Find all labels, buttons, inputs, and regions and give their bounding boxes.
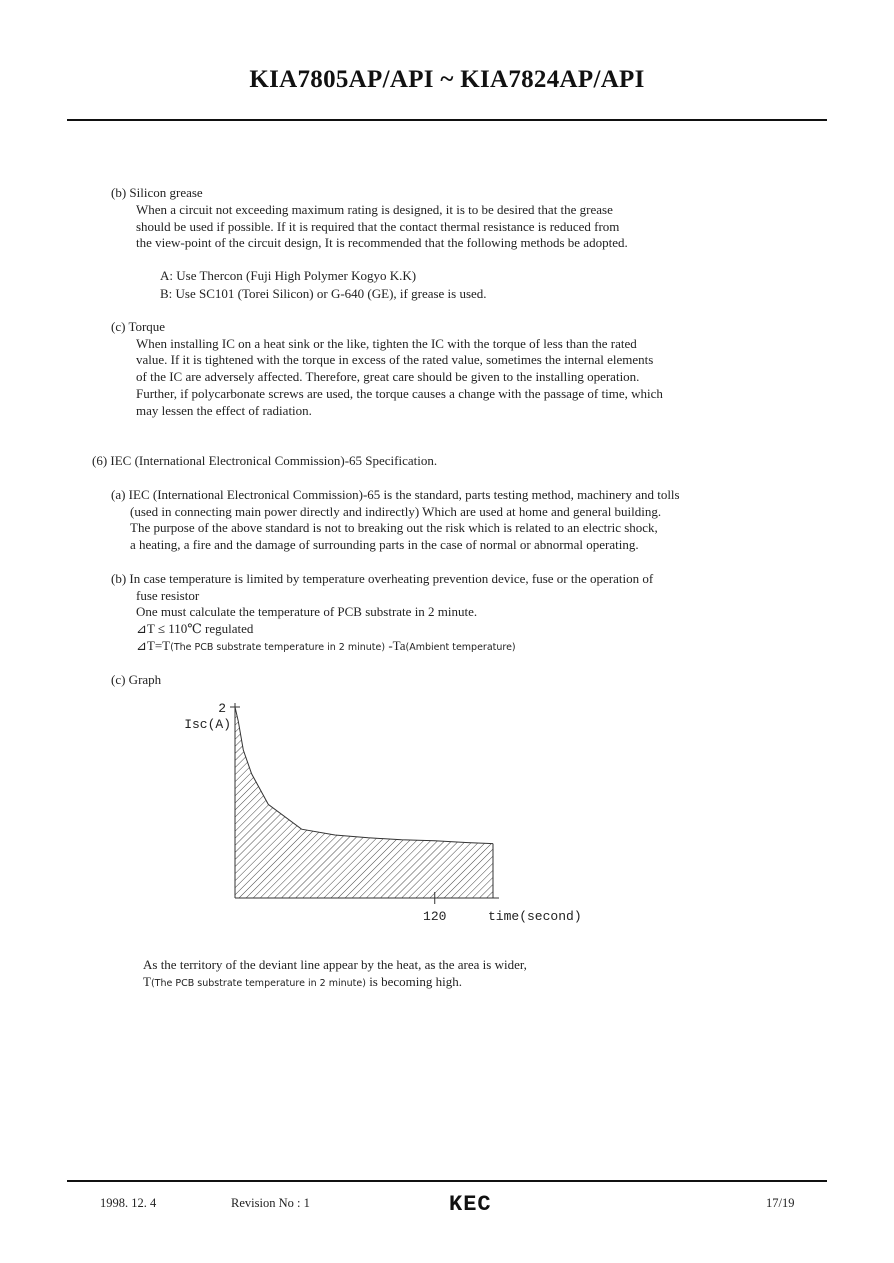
iec-a-line-3: The purpose of the above standard is not to breaking out the risk which is related to an electric shock,	[130, 520, 658, 535]
torque-heading: (c) Torque	[111, 319, 166, 334]
method-a: A: Use Thercon (Fuji High Polymer Kogyo K.K)	[160, 268, 417, 283]
torque-line-2: value. If it is tightened with the torque in excess of the rated value, sometimes the internal elements	[136, 352, 654, 367]
graph-heading: (c) Graph	[111, 672, 162, 687]
method-b: B: Use SC101 (Torei Silicon) or G-640 (GE), if grease is used.	[160, 286, 487, 301]
footer-rule	[67, 1180, 827, 1182]
iec-a-line-4: a heating, a fire and the damage of surrounding parts in the case of normal or abnormal operating.	[130, 537, 639, 552]
footer-date: 1998. 12. 4	[100, 1196, 157, 1210]
formula-prefix: ⊿T=T	[136, 638, 171, 653]
iec-b-line-3: One must calculate the temperature of PCB substrate in 2 minute.	[136, 604, 478, 619]
conclusion-line-1: As the territory of the deviant line appear by the heat, as the area is wider,	[143, 957, 527, 972]
document-title: KIA7805AP/API ~ KIA7824AP/API	[249, 66, 645, 93]
footer-revision: Revision No : 1	[231, 1196, 310, 1210]
torque-line-1: When installing IC on a heat sink or the like, tighten the IC with the torque of less than the rated	[136, 336, 637, 351]
y-tick-label-2: 2	[218, 701, 226, 716]
kec-logo	[449, 1193, 517, 1213]
silicon-heading: (b) Silicon grease	[111, 185, 203, 200]
silicon-line-1: When a circuit not exceeding maximum rating is designed, it is to be desired that the grease	[136, 202, 613, 217]
silicon-line-3: the view-point of the circuit design, It is recommended that the following methods be adopted.	[136, 235, 628, 250]
x-tick-label-120: 120	[423, 909, 447, 924]
iec-b-line-2: fuse resistor	[136, 588, 200, 603]
formula-sub-pcb: (The PCB substrate temperature in 2 minute)	[170, 642, 386, 653]
conclusion-suffix: is becoming high.	[365, 974, 462, 989]
iec-b-line-1: (b) In case temperature is limited by temperature overheating prevention device, fuse or the operation of	[111, 571, 654, 586]
torque-line-3: of the IC are adversely affected. Therefore, great care should be given to the installing operation.	[136, 369, 640, 384]
iec-a-line-2: (used in connecting main power directly and indirectly) Which are used at home and general building.	[130, 504, 662, 519]
conclusion-line-2	[143, 974, 462, 992]
delta-t-formula	[136, 638, 516, 656]
iec-heading: (6) IEC (International Electronical Commission)-65 Specification.	[92, 453, 438, 468]
area-fill	[235, 707, 493, 898]
iec-a-line-1: (a) IEC (International Electronical Commission)-65 is the standard, parts testing method, machinery and tolls	[111, 487, 680, 502]
conclusion-sub: (The PCB substrate temperature in 2 minute)	[150, 978, 366, 989]
conclusion-prefix: T	[143, 974, 151, 989]
silicon-line-2: should be used if possible. If it is required that the contact thermal resistance is reduced from	[136, 219, 620, 234]
svg-text:KEC: KEC	[449, 1193, 492, 1213]
header-rule	[67, 119, 827, 121]
formula-sub-ambient: (Ambient temperature)	[405, 642, 516, 653]
formula-mid: -Ta	[385, 638, 406, 653]
footer-page: 17/19	[766, 1196, 795, 1210]
torque-line-4: Further, if polycarbonate screws are used, the torque causes a change with the passage of time, which	[136, 386, 663, 401]
delta-t-limit: ⊿T ≤ 110℃ regulated	[136, 621, 254, 636]
isc-time-chart	[180, 695, 600, 930]
y-axis-label: Isc(A)	[184, 717, 231, 732]
torque-line-5: may lessen the effect of radiation.	[136, 403, 312, 418]
x-axis-label: time(second)	[488, 909, 582, 924]
